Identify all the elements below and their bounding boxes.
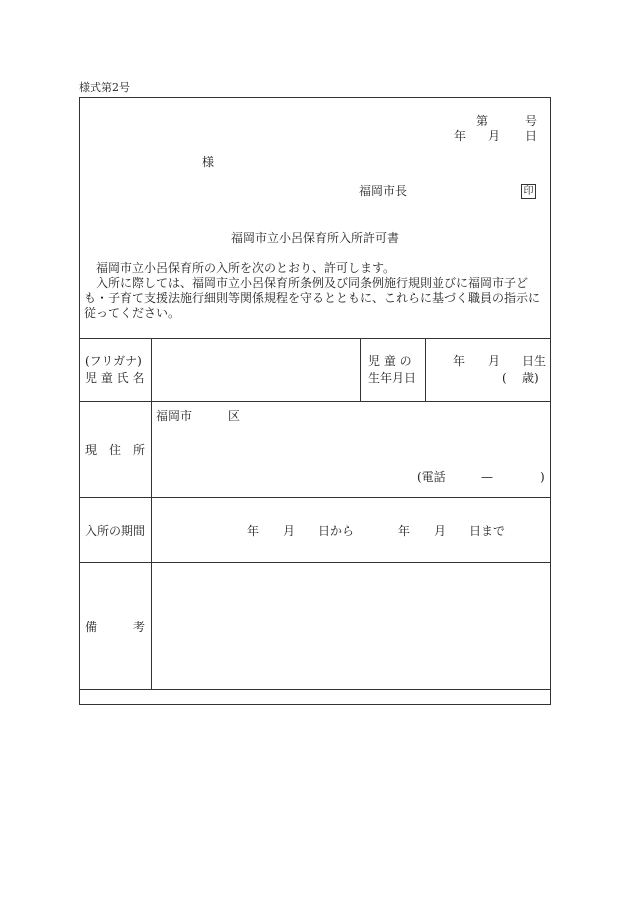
body-paragraph-2: 入所に際しては、福岡市立小呂保育所条例及び同条例施行規則並びに福岡市子ども・子育て支援法施行細則等関係規程を守るとともに、これらに基づく職員の指示に従ってください。 (84, 276, 541, 320)
birth-day: 日生 (522, 354, 547, 368)
birth-label-1: 児 童 の (368, 354, 412, 368)
column-divider (360, 338, 361, 402)
period-to-day: 日まで (469, 524, 506, 538)
addressee-suffix: 様 (202, 155, 215, 169)
name-furigana-label: (フリガナ) (85, 354, 142, 368)
row-divider (79, 338, 551, 339)
address-ward: 区 (228, 409, 241, 423)
number-dai: 第 (476, 114, 489, 128)
phone-close: ) (540, 470, 545, 484)
document-title: 福岡市立小呂保育所入所許可書 (230, 231, 399, 245)
column-divider (425, 338, 426, 402)
child-name-label: 児 童 氏 名 (85, 371, 145, 385)
seal-mark: 印 (521, 184, 536, 199)
period-to-month: 月 (434, 524, 447, 538)
age-close: 歳) (522, 371, 539, 385)
issuer: 福岡市長 (359, 184, 408, 198)
column-divider (151, 338, 152, 690)
address-city: 福岡市 (156, 409, 193, 423)
birth-month: 月 (488, 354, 501, 368)
date-year: 年 (454, 129, 467, 143)
phone-dash: — (481, 470, 493, 484)
period-label: 入所の期間 (85, 524, 146, 538)
date-month: 月 (488, 129, 501, 143)
period-to-year: 年 (398, 524, 411, 538)
row-divider (79, 562, 551, 563)
period-from-month: 月 (283, 524, 296, 538)
form-number: 様式第2号 (79, 81, 130, 94)
period-from-day: 日から (318, 524, 355, 538)
body-text (84, 261, 548, 321)
row-divider (79, 497, 551, 498)
age-open: ( (502, 371, 507, 385)
body-paragraph-1: 福岡市立小呂保育所の入所を次のとおり、許可します。 (96, 261, 396, 275)
remarks-label: 備 考 (85, 620, 146, 634)
number-go: 号 (525, 114, 538, 128)
row-divider (79, 401, 551, 402)
birth-label-2: 生年月日 (368, 371, 417, 385)
date-day: 日 (525, 129, 538, 143)
row-divider (79, 689, 551, 690)
address-label: 現 住 所 (85, 443, 146, 457)
period-from-year: 年 (247, 524, 260, 538)
phone-open: (電話 (417, 470, 446, 484)
birth-year: 年 (453, 354, 466, 368)
